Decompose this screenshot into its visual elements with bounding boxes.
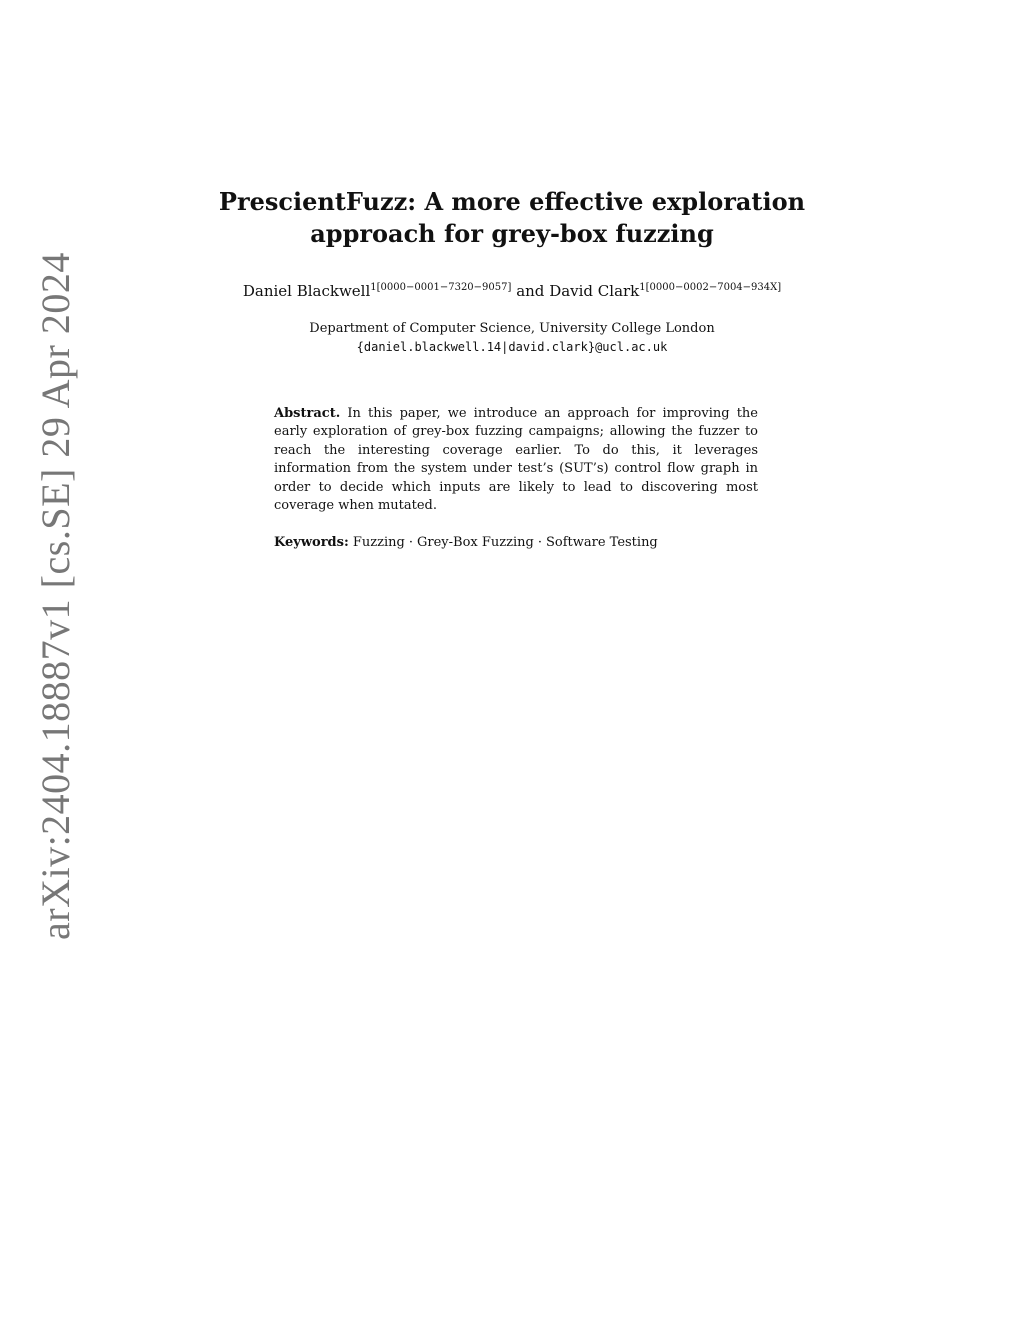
keyword-item: Fuzzing <box>352 535 405 550</box>
author-orcid: [0000−0002−7004−934X] <box>645 282 782 293</box>
author-orcid: [0000−0001−7320−9057] <box>376 282 512 293</box>
keyword-separator: · <box>537 535 542 550</box>
paper-title-line-1: PrescientFuzz: A more effective exploration <box>218 187 806 216</box>
abstract <box>274 405 758 515</box>
author-affil-mark: 1 <box>370 282 377 293</box>
abstract-label: Abstract. <box>274 406 341 421</box>
keyword-separator: · <box>408 535 413 550</box>
author-conjunction: and <box>516 282 545 300</box>
author-name: Daniel Blackwell <box>242 282 371 300</box>
keywords-label: Keywords: <box>274 535 349 550</box>
paper-title <box>0 186 1024 250</box>
author-list <box>0 280 1024 302</box>
keyword-item: Grey-Box Fuzzing <box>417 535 534 550</box>
author-affil-mark: 1 <box>639 282 646 293</box>
author-emails: {daniel.blackwell.14|david.clark}@ucl.ac.uk <box>356 340 668 354</box>
keywords <box>274 534 758 552</box>
keyword-item: Software Testing <box>545 535 658 550</box>
paper-title-line-2: approach for grey-box fuzzing <box>310 219 714 248</box>
affiliation-block <box>0 320 1024 356</box>
arxiv-identifier-stamp: arXiv:2404.18887v1 [cs.SE] 29 Apr 2024 <box>33 252 78 940</box>
author-name: David Clark <box>549 282 640 300</box>
abstract-text: In this paper, we introduce an approach for improving the early exploration of grey-box fuzzing campaigns; allowing the fuzzer to reach the interesting coverage earlier. To do this, it leverages information from the system under test’s (SUT’s) control flow graph in order to decide which inputs are likely to lead to discovering most coverage when mutated. <box>274 406 758 514</box>
department: Department of Computer Science, University College London <box>309 321 715 336</box>
